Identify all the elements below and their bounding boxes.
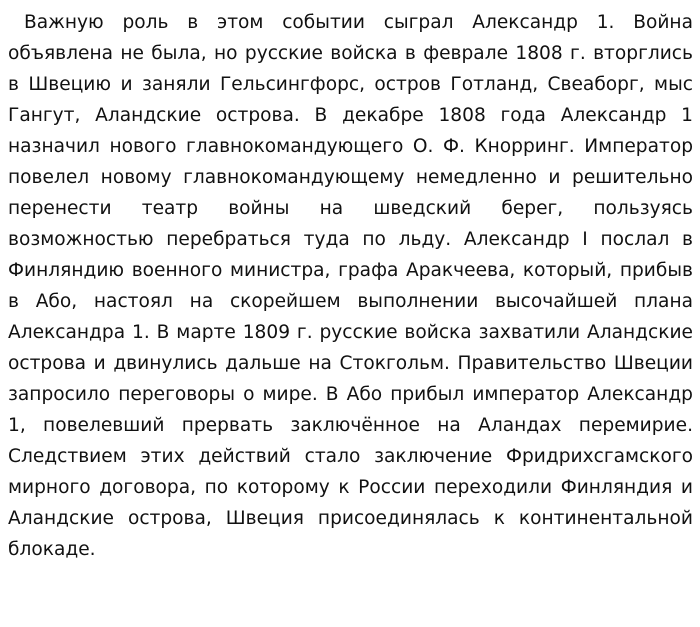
document-paragraph: Важную роль в этом событии сыграл Александр 1. Война объявлена не была, но русские войска в феврале 1808 г. вторглись в Швецию и заняли Гельсингфорс, остров Готланд, Свеаборг, мыс Гангут, Аландские острова. В декабре 1808 года Александр 1 назначил нового главнокомандующего О. Ф. Кнорринг. Император повелел новому главнокомандующему немедленно и решительно перенести театр войны на шведский берег, пользуясь возможностью перебраться туда по льду. Александр I послал в Финляндию военного министра, графа Аракчеева, который, прибыв в Або, настоял на скорейшем выполнении высочайшей плана Александра 1. В марте 1809 г. русские войска захватили Аландские острова и двинулись дальше на Стокгольм. Правительство Швеции запросило переговоры о мире. В Або прибыл император Александр 1, повелевший прервать заключённое на Аландах перемирие. Следствием этих действий стало заключение Фридрихсгамского мирного договора, по которому к России переходили Финляндия и Аландские острова, Швеция присоединялась к континентальной блокаде. bbox=[8, 12, 693, 560]
